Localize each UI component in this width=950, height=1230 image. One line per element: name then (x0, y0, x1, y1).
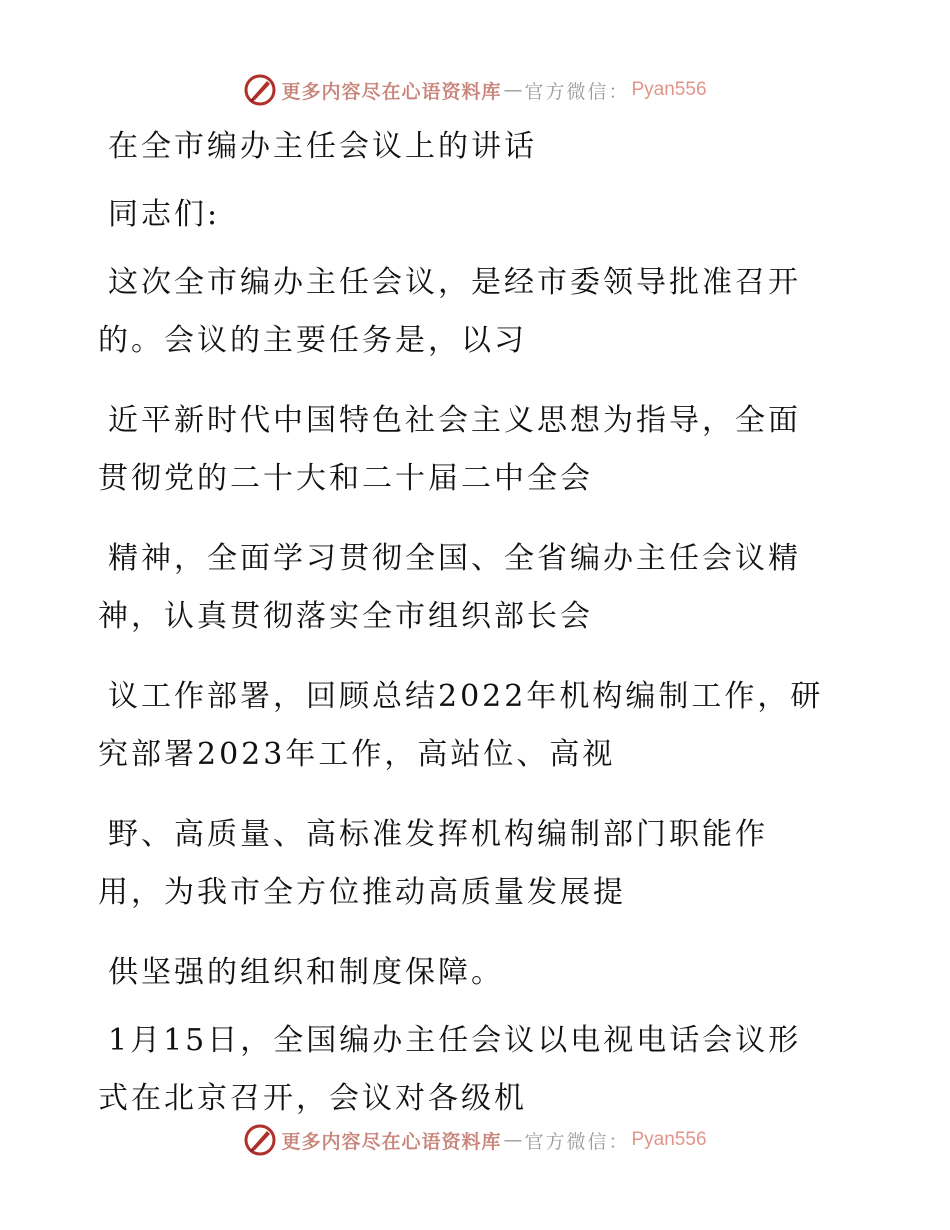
watermark-wechat-label: 官方微信： (524, 1130, 630, 1153)
body-line: 野、高质量、高标准发挥机构编制部门职能作 (108, 817, 768, 852)
salutation: 同志们: (108, 197, 221, 232)
body-line: 神，认真贯彻落实全市组织部长会 (98, 599, 593, 634)
body-line: 1月15日，全国编办主任会议以电视电话会议形 (108, 1023, 802, 1058)
watermark-text: 更多内容尽在心语资料库 (281, 80, 502, 103)
document-title: 在全市编办主任会议上的讲话 (108, 129, 537, 164)
quill-pen-logo-icon (243, 73, 277, 107)
watermark-dash: — (503, 79, 523, 101)
watermark-wechat-id: Pyan556 (631, 79, 707, 100)
body-line: 精神，全面学习贯彻全国、全省编办主任会议精 (108, 541, 801, 576)
watermark-wechat-id: Pyan556 (631, 1129, 707, 1150)
body-line: 供坚强的组织和制度保障。 (108, 955, 504, 990)
document-body (98, 118, 838, 1128)
quill-pen-logo-icon (243, 1123, 277, 1157)
body-line: 近平新时代中国特色社会主义思想为指导，全面 (108, 403, 801, 438)
body-line: 的。会议的主要任务是，以习 (98, 323, 527, 358)
body-line: 议工作部署，回顾总结2022年机构编制工作，研 (108, 679, 824, 714)
body-line: 贯彻党的二十大和二十届二中全会 (98, 461, 593, 496)
watermark-wechat-label: 官方微信： (524, 80, 630, 103)
watermark-dash: — (503, 1129, 523, 1151)
header-watermark-banner (0, 70, 950, 110)
watermark-text: 更多内容尽在心语资料库 (281, 1130, 502, 1153)
body-line: 这次全市编办主任会议，是经市委领导批准召开 (108, 265, 801, 300)
body-line: 式在北京召开，会议对各级机 (98, 1081, 527, 1116)
body-line: 究部署2023年工作，高站位、高视 (98, 737, 616, 772)
body-line: 用，为我市全方位推动高质量发展提 (98, 875, 626, 910)
footer-watermark-banner (0, 1120, 950, 1160)
